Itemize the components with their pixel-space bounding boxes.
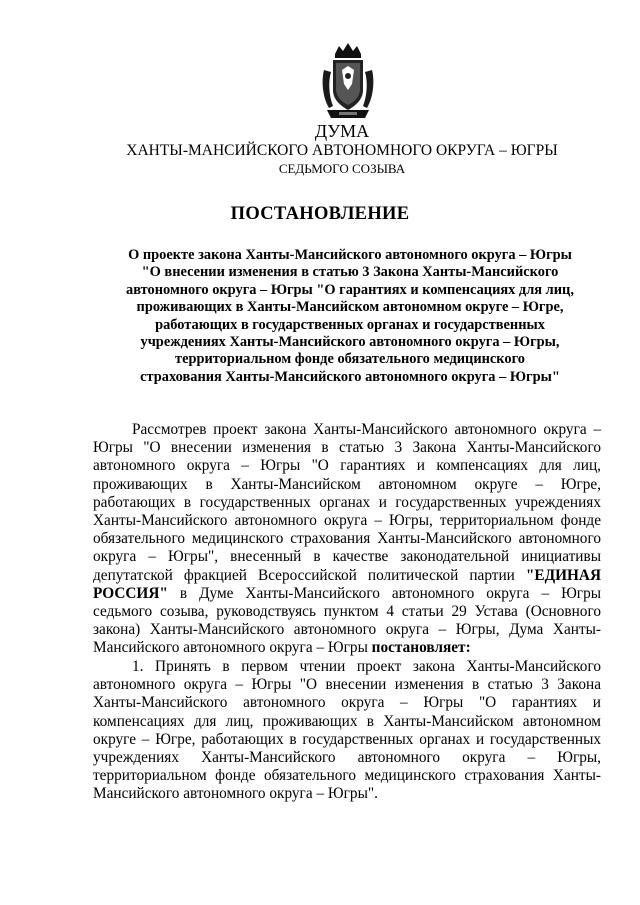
preamble-line [93, 585, 601, 603]
title-line: автономного округа – Югры "О гарантиях и компенсациях для лиц, [126, 281, 574, 298]
party-name-part1: "ЕДИНАЯ [525, 566, 602, 584]
item-line: Ханты-Мансийского автономного округа – Югры "О гарантиях и [93, 694, 601, 712]
preamble-line: седьмого созыва, руководствуясь пунктом 4 статьи 29 Устава (Основного [93, 603, 601, 621]
preamble-line: работающих в государственных органах и государственных учреждениях [93, 493, 601, 511]
preamble-line: Ханты-Мансийского автономного округа – Югры, территориальном фонде [93, 512, 601, 530]
resolves-word: постановляет: [371, 639, 471, 657]
title-line: работающих в государственных органах и государственных [155, 316, 545, 333]
org-header [0, 121, 640, 177]
title-line: страхования Ханты-Мансийского автономного округа – Югры" [140, 368, 560, 385]
preamble-line-text: Мансийского автономного округа – Югры [93, 639, 368, 657]
title-line: О проекте закона Ханты-Мансийского автономного округа – Югры [128, 247, 572, 263]
preamble-line: обязательного медицинского страхования Ханты-Мансийского автономного [93, 530, 601, 548]
preamble-line: Рассмотрев проект закона Ханты-Мансийского автономного округа – [132, 421, 601, 438]
title-line: территориальном фонде обязательного медицинского [175, 351, 525, 368]
item-line: автономного округа – Югры "О внесении изменения в статью 3 Закона [93, 676, 601, 694]
item-line: 1. Принять в первом чтении проект закона Ханты-Мансийского [132, 658, 601, 675]
duma-heading: ДУМА [314, 121, 370, 141]
region-heading: ХАНТЫ-МАНСИЙСКОГО АВТОНОМНОГО ОКРУГА – ЮГРЫ [126, 142, 558, 159]
item-1-paragraph [93, 658, 601, 804]
preamble-line: автономного округа – Югры "О гарантиях и компенсациях для лиц, [93, 457, 601, 475]
title-line: "О внесении изменения в статью 3 Закона Ханты-Мансийского [141, 264, 559, 281]
item-line: территориальном фонде обязательного медицинского страхования Ханты- [93, 767, 601, 785]
preamble-line-text: депутатской фракцией Всероссийской политической партии [93, 566, 515, 584]
preamble-paragraph [93, 421, 601, 658]
item-line: компенсациях для лиц, проживающих в Ханты-Мансийском автономном [93, 712, 601, 730]
party-name-part2: РОССИЯ" [93, 584, 168, 602]
preamble-line: проживающих в Ханты-Мансийском автономном округе – Югре, [93, 475, 601, 493]
title-line: проживающих в Ханты-Мансийском автономном округе – Югре, [136, 299, 564, 316]
document-type: ПОСТАНОВЛЕНИЕ [230, 204, 410, 224]
title-line: учреждениях Ханты-Мансийского автономного округа – Югры, [140, 334, 560, 351]
document-title [95, 247, 605, 386]
preamble-line-text: в Думе Ханты-Мансийского автономного округа – Югры [179, 584, 601, 602]
preamble-line [93, 567, 601, 585]
convocation-heading: СЕДЬМОГО СОЗЫВА [278, 161, 406, 176]
coat-of-arms-icon [319, 40, 377, 122]
preamble-line: закона) Ханты-Мансийского автономного округа – Югры, Дума Ханты- [93, 621, 601, 639]
preamble-line: округа – Югры", внесенный в качестве законодательной инициативы [93, 548, 601, 566]
item-line: округе – Югре, работающих в государственных органах и государственных [93, 730, 601, 748]
preamble-line [93, 639, 601, 657]
item-line: учреждениях Ханты-Мансийского автономного округа – Югры, [93, 749, 601, 767]
item-line: Мансийского автономного округа – Югры". [93, 785, 378, 803]
preamble-line: Югры "О внесении изменения в статью 3 Закона Ханты-Мансийского [93, 439, 601, 457]
